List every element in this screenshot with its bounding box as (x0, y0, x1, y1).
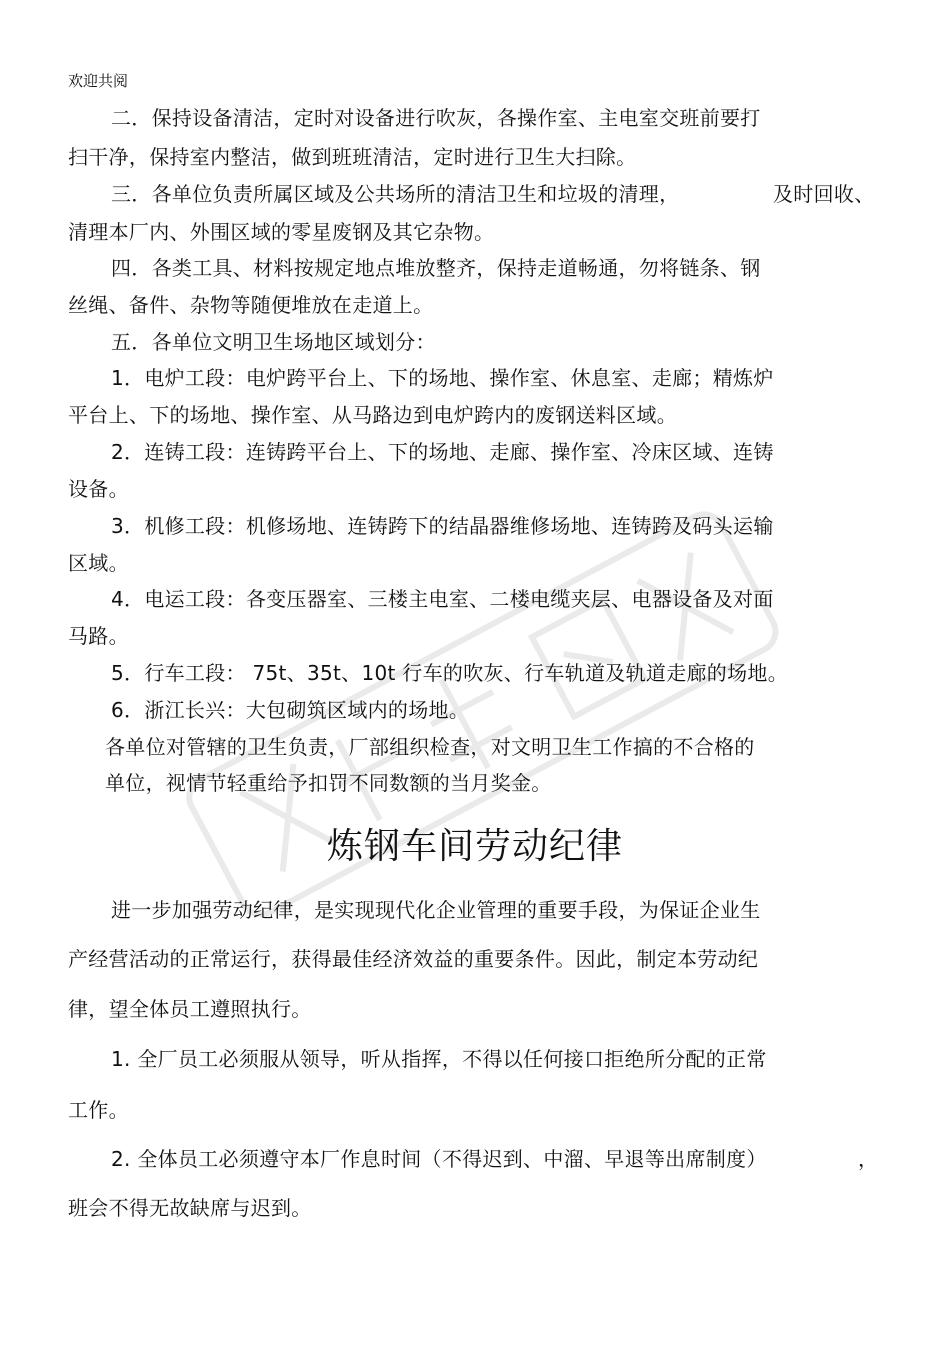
body-line: 二．保持设备清洁，定时对设备进行吹灰，各操作室、主电室交班前要打 (111, 106, 761, 130)
body-line: 设备。 (68, 477, 129, 501)
body-line: 5．行车工段： 75t、35t、10t 行车的吹灰、行车轨道及轨道走廊的场地。 (111, 661, 789, 685)
body-line: 1．电炉工段：电炉跨平台上、下的场地、操作室、休息室、走廊；精炼炉 (111, 366, 774, 390)
body-line: 3．机修工段：机修场地、连铸跨下的结晶器维修场地、连铸跨及码头运输 (111, 514, 774, 538)
body-line: ， (858, 1147, 879, 1171)
body-line: 扫干净，保持室内整洁，做到班班清洁，定时进行卫生大扫除。 (68, 145, 637, 169)
page-header: 欢迎共阅 (68, 72, 129, 90)
body-line: 6．浙江长兴：大包砌筑区域内的场地。 (111, 698, 470, 722)
body-line: 4．电运工段：各变压器室、三楼主电室、二楼电缆夹层、电器设备及对面 (111, 587, 774, 611)
body-line: 三．各单位负责所属区域及公共场所的清洁卫生和垃圾的清理， (111, 182, 680, 206)
body-line: 及时回收、 (773, 182, 875, 206)
body-line: 班会不得无故缺席与迟到。 (68, 1196, 312, 1220)
body-line: 各单位对管辖的卫生负责，厂部组织检查，对文明卫生工作搞的不合格的 (105, 735, 755, 759)
body-line: 清理本厂内、外围区域的零星废钢及其它杂物。 (68, 220, 495, 244)
body-line: 进一步加强劳动纪律，是实现现代化企业管理的重要手段，为保证企业生 (111, 898, 761, 922)
body-line: 五．各单位文明卫生场地区域划分： (111, 330, 436, 354)
body-line: 单位，视情节轻重给予扣罚不同数额的当月奖金。 (105, 771, 552, 795)
body-line: 2. 全体员工必须遵守本厂作息时间（不得迟到、中溜、早退等出席制度） (111, 1147, 767, 1171)
body-line: 平台上、下的场地、操作室、从马路边到电炉跨内的废钢送料区域。 (68, 403, 677, 427)
body-line: 区域。 (68, 551, 129, 575)
body-line: 1. 全厂员工必须服从领导，听从指挥，不得以任何接口拒绝所分配的正常 (111, 1047, 767, 1071)
body-line: 四．各类工具、材料按规定地点堆放整齐，保持走道畅通，勿将链条、钢 (111, 256, 761, 280)
body-line: 产经营活动的正常运行，获得最佳经济效益的重要条件。因此，制定本劳动纪 (68, 947, 759, 971)
body-line: 丝绳、备件、杂物等随便堆放在走道上。 (68, 293, 434, 317)
body-line: 工作。 (68, 1098, 129, 1122)
body-line: 律，望全体员工遵照执行。 (68, 997, 312, 1021)
section-title: 炼钢车间劳动纪律 (326, 826, 623, 867)
body-line: 2．连铸工段：连铸跨平台上、下的场地、走廊、操作室、冷床区域、连铸 (111, 440, 774, 464)
body-line: 马路。 (68, 624, 129, 648)
